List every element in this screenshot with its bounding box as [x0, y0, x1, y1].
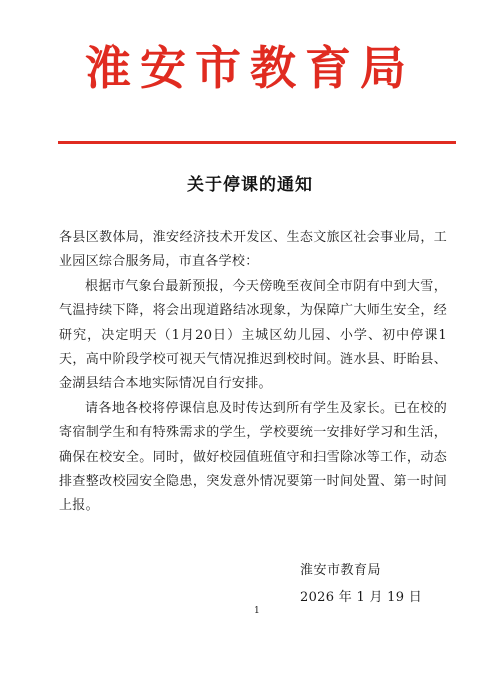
- salutation: 各县区教体局，淮安经济技术开发区、生态文旅区社会事业局，工业园区综合服务局，市直各学校：: [59, 230, 447, 270]
- page-number: 1: [254, 606, 260, 616]
- signature-org: 淮安市教育局: [300, 563, 382, 578]
- letterhead-org-name: 淮安市教育局: [85, 41, 415, 95]
- letterhead-red-rule: [58, 141, 456, 144]
- document-title: 关于停课的通知: [187, 175, 313, 195]
- paragraph-1: 根据市气象台最新预报，今天傍晚至夜间全市阴有中到大雪，气温持续下降，将会出现道路结冰现象，为保障广大师生安全，经研究，决定明天（1月20日）主城区幼儿园、小学、初中停课1天，高中阶段学校可视天气情况推迟到校时间。涟水县、盱眙县、金湖县结合本地实际情况自行安排。: [59, 278, 447, 392]
- paragraph-2: 请各地各校将停课信息及时传达到所有学生及家长。已在校的寄宿制学生和有特殊需求的学生，学校要统一安排好学习和生活，确保在校安全。同时，做好校园值班值守和扫雪除冰等工作，动态排查整改校园安全隐患，突发意外情况要第一时间处置、第一时间上报。: [59, 400, 447, 514]
- signature-date: 2026 年 1 月 19 日: [300, 590, 423, 605]
- document-body: [59, 226, 447, 519]
